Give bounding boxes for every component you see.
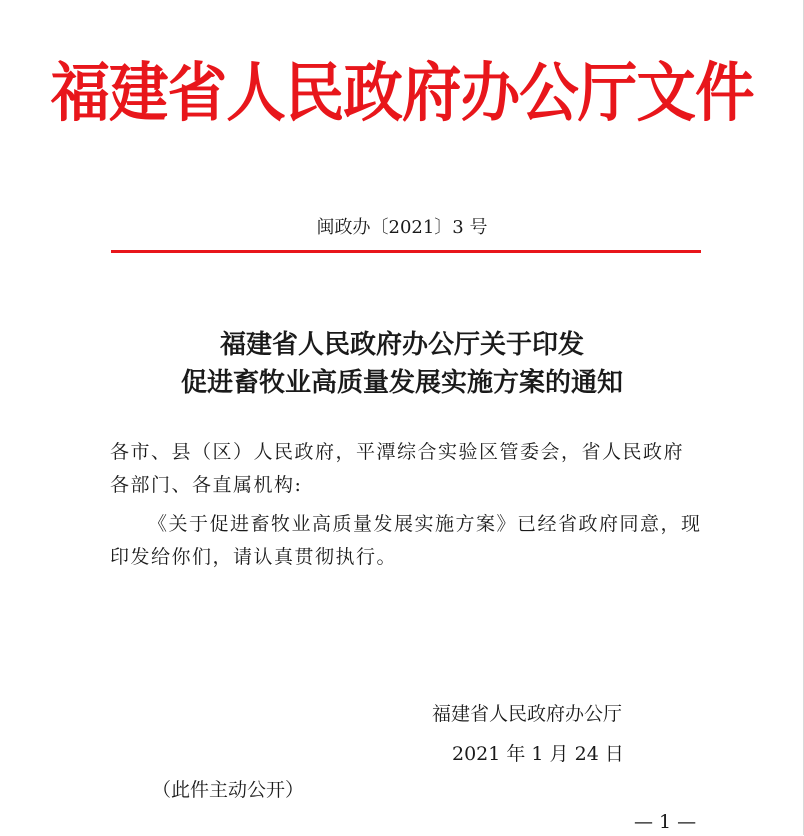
title-line-1: 福建省人民政府办公厅关于印发 xyxy=(219,330,584,360)
red-divider-line xyxy=(111,250,701,253)
document-title xyxy=(0,326,804,402)
disclosure-note: （此件主动公开） xyxy=(152,779,305,801)
issue-date: 2021 年 1 月 24 日 xyxy=(452,743,624,765)
body-paragraph: 《关于促进畜牧业高质量发展实施方案》已经省政府同意，现印发给你们，请认真贯彻执行。 xyxy=(110,513,702,568)
title-line-2: 促进畜牧业高质量发展实施方案的通知 xyxy=(180,368,623,398)
page-number: — 1 — xyxy=(634,811,697,833)
addressee-text: 各市、县（区）人民政府，平潭综合实验区管委会，省人民政府各部门、各直属机构: xyxy=(110,441,685,496)
document-masthead: 福建省人民政府办公厅文件 xyxy=(50,56,754,131)
issuing-authority: 福建省人民政府办公厅 xyxy=(432,703,623,725)
document-number: 闽政办〔2021〕3 号 xyxy=(316,217,488,238)
